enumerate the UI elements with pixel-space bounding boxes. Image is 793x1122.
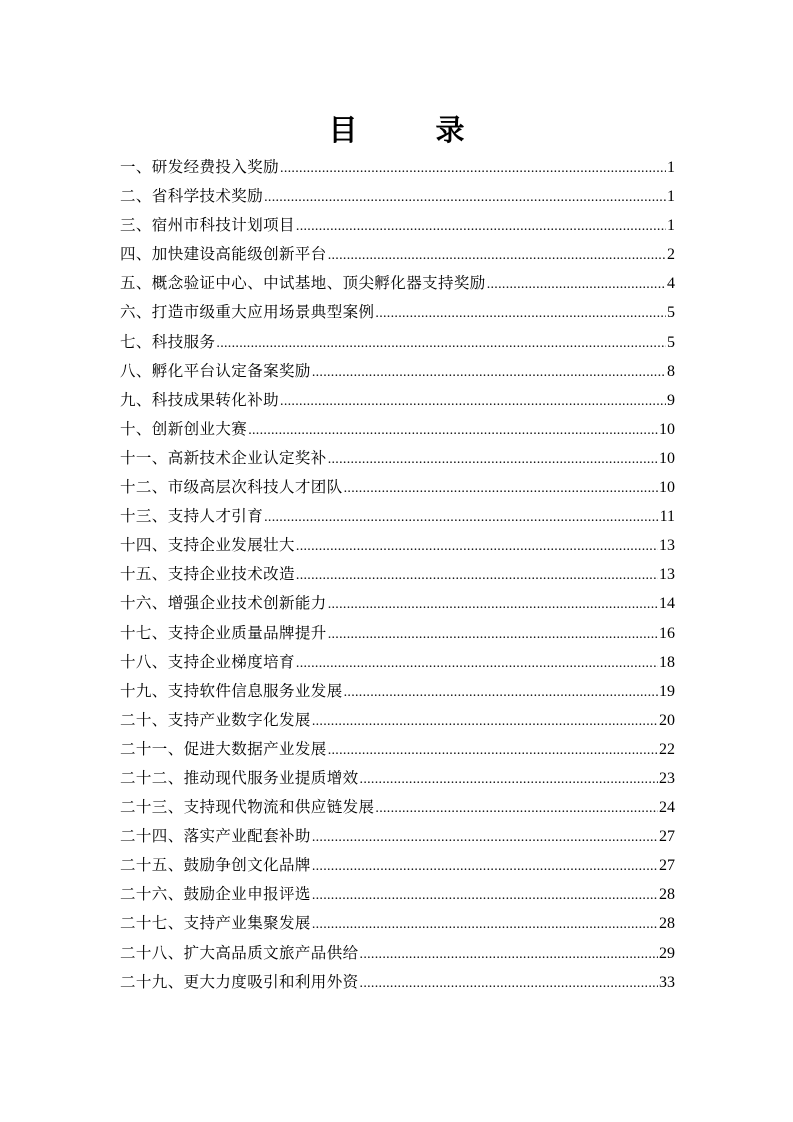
toc-entry[interactable] <box>120 153 675 182</box>
toc-dot-leader <box>296 649 658 678</box>
toc-entry-label: 二十五、鼓励争创文化品牌 <box>120 856 311 875</box>
toc-entry-page: 27 <box>659 828 675 846</box>
toc-entry[interactable] <box>120 909 675 938</box>
toc-entry-page: 10 <box>659 449 675 467</box>
toc-entry[interactable] <box>120 269 675 298</box>
toc-entry[interactable] <box>120 589 675 618</box>
toc-entry-page: 1 <box>667 217 675 235</box>
toc-entry-page: 14 <box>659 595 675 613</box>
toc-entry-page: 28 <box>659 915 675 933</box>
toc-entry-page: 10 <box>659 420 675 438</box>
toc-entry[interactable] <box>120 880 675 909</box>
toc-dot-leader <box>312 881 658 910</box>
toc-entry[interactable] <box>120 415 675 444</box>
toc-entry-label: 十一、高新技术企业认定奖补 <box>120 448 327 467</box>
toc-entry-label: 五、概念验证中心、中试基地、顶尖孵化器支持奖励 <box>120 274 486 293</box>
toc-entry[interactable] <box>120 968 675 997</box>
toc-entry-label: 十七、支持企业质量品牌提升 <box>120 623 327 642</box>
toc-entry[interactable] <box>120 240 675 269</box>
toc-entry-label: 二十七、支持产业集聚发展 <box>120 914 311 933</box>
toc-entry[interactable] <box>120 851 675 880</box>
toc-entry[interactable] <box>120 735 675 764</box>
toc-dot-leader <box>328 445 658 474</box>
toc-dot-leader <box>296 561 658 590</box>
toc-entry-page: 13 <box>659 537 675 555</box>
toc-entry-label: 二十九、更大力度吸引和利用外资 <box>120 972 359 991</box>
toc-dot-leader <box>328 736 658 765</box>
toc-entry-page: 5 <box>667 304 675 322</box>
toc-entry-label: 二十一、促进大数据产业发展 <box>120 739 327 758</box>
toc-entry-label: 二、省科学技术奖励 <box>120 187 264 206</box>
toc-dot-leader <box>264 183 666 212</box>
toc-entry[interactable] <box>120 386 675 415</box>
toc-dot-leader <box>216 329 666 358</box>
toc-entry-label: 二十、支持产业数字化发展 <box>120 710 311 729</box>
toc-entry-page: 4 <box>667 275 675 293</box>
toc-entry[interactable] <box>120 706 675 735</box>
toc-entry-label: 二十四、落实产业配套补助 <box>120 827 311 846</box>
toc-dot-leader <box>248 416 658 445</box>
toc-entry-page: 13 <box>659 566 675 584</box>
toc-entry-label: 七、科技服务 <box>120 332 216 351</box>
toc-dot-leader <box>360 765 658 794</box>
toc-dot-leader <box>344 474 658 503</box>
toc-entry-label: 四、加快建设高能级创新平台 <box>120 245 327 264</box>
toc-entry-page: 28 <box>659 886 675 904</box>
toc-entry-page: 19 <box>659 682 675 700</box>
toc-entry-label: 十九、支持软件信息服务业发展 <box>120 681 343 700</box>
toc-entry-label: 六、打造市级重大应用场景典型案例 <box>120 303 375 322</box>
toc-dot-leader <box>296 212 666 241</box>
toc-entry-page: 2 <box>667 246 675 264</box>
toc-dot-leader <box>360 969 658 998</box>
toc-entry[interactable] <box>120 648 675 677</box>
toc-dot-leader <box>487 270 666 299</box>
toc-dot-leader <box>280 387 666 416</box>
toc-dot-leader <box>328 620 658 649</box>
toc-entry-label: 十四、支持企业发展壮大 <box>120 536 295 555</box>
toc-entry[interactable] <box>120 793 675 822</box>
toc-entry[interactable] <box>120 822 675 851</box>
toc-entry[interactable] <box>120 211 675 240</box>
toc-dot-leader <box>312 823 658 852</box>
toc-entry-page: 1 <box>667 188 675 206</box>
toc-entry[interactable] <box>120 298 675 327</box>
toc-entry-page: 5 <box>667 333 675 351</box>
toc-entry[interactable] <box>120 444 675 473</box>
page-title: 目 录 <box>328 113 499 148</box>
toc-entry-label: 二十六、鼓励企业申报评选 <box>120 885 311 904</box>
toc-dot-leader <box>375 794 658 823</box>
toc-dot-leader <box>312 910 658 939</box>
toc-entry-label: 二十三、支持现代物流和供应链发展 <box>120 798 375 817</box>
toc-dot-leader <box>328 590 658 619</box>
toc-entry-label: 三、宿州市科技计划项目 <box>120 216 295 235</box>
toc-entry-page: 22 <box>659 740 675 758</box>
toc-entry-label: 十三、支持人才引育 <box>120 507 264 526</box>
toc-entry-label: 九、科技成果转化补助 <box>120 390 280 409</box>
toc-entry[interactable] <box>120 357 675 386</box>
toc-entry-page: 23 <box>659 769 675 787</box>
toc-entry-page: 16 <box>659 624 675 642</box>
toc-entry[interactable] <box>120 939 675 968</box>
toc-entry-label: 十八、支持企业梯度培育 <box>120 652 295 671</box>
toc-dot-leader <box>328 241 666 270</box>
toc-entry[interactable] <box>120 560 675 589</box>
toc-entry-page: 27 <box>659 857 675 875</box>
toc-entry[interactable] <box>120 531 675 560</box>
toc-entry-label: 二十二、推动现代服务业提质增效 <box>120 768 359 787</box>
toc-entry-page: 9 <box>667 391 675 409</box>
toc-entry-label: 八、孵化平台认定备案奖励 <box>120 361 311 380</box>
toc-entry-page: 20 <box>659 711 675 729</box>
toc-entry[interactable] <box>120 502 675 531</box>
toc-entry-label: 十六、增强企业技术创新能力 <box>120 594 327 613</box>
toc-dot-leader <box>264 503 658 532</box>
table-of-contents <box>120 153 675 997</box>
toc-entry-label: 十、创新创业大赛 <box>120 419 248 438</box>
toc-dot-leader <box>344 678 658 707</box>
toc-entry-page: 11 <box>659 508 675 526</box>
toc-entry-page: 24 <box>659 799 675 817</box>
toc-entry-page: 18 <box>659 653 675 671</box>
toc-dot-leader <box>312 707 658 736</box>
toc-entry[interactable] <box>120 328 675 357</box>
toc-entry[interactable] <box>120 764 675 793</box>
toc-entry-page: 8 <box>667 362 675 380</box>
toc-entry-page: 33 <box>659 973 675 991</box>
toc-entry-page: 1 <box>667 159 675 176</box>
toc-dot-leader <box>375 299 666 328</box>
toc-dot-leader <box>280 154 666 183</box>
toc-entry[interactable] <box>120 182 675 211</box>
toc-entry-label: 一、研发经费投入奖励 <box>120 158 280 176</box>
toc-entry-page: 29 <box>659 944 675 962</box>
toc-dot-leader <box>312 852 658 881</box>
toc-entry-label: 十二、市级高层次科技人才团队 <box>120 478 343 497</box>
toc-dot-leader <box>296 532 658 561</box>
toc-entry-label: 十五、支持企业技术改造 <box>120 565 295 584</box>
toc-dot-leader <box>312 358 666 387</box>
toc-entry[interactable] <box>120 677 675 706</box>
toc-entry[interactable] <box>120 473 675 502</box>
toc-entry[interactable] <box>120 619 675 648</box>
toc-entry-page: 10 <box>659 479 675 497</box>
toc-dot-leader <box>360 940 658 969</box>
toc-entry-label: 二十八、扩大高品质文旅产品供给 <box>120 943 359 962</box>
